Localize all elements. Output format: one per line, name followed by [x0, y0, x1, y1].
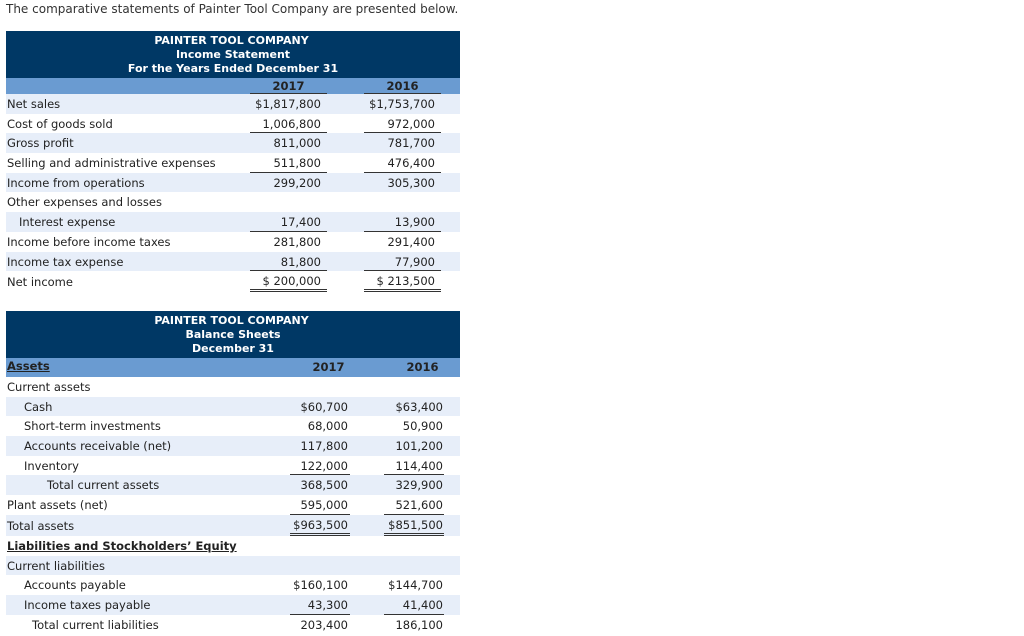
row-label: Cash: [24, 399, 53, 414]
row-label: Total current assets: [47, 478, 160, 493]
value-2016: 114,400: [395, 458, 443, 473]
table-row: [6, 377, 460, 397]
value-2017: 203,400: [300, 617, 348, 632]
table-row: [6, 556, 460, 576]
table-row: [6, 456, 460, 476]
row-label: Total current liabilities: [32, 617, 159, 632]
table-row: [6, 94, 460, 114]
value-2016: $851,500: [388, 517, 443, 532]
row-label: Short-term investments: [24, 419, 161, 434]
row-label: Interest expense: [19, 215, 116, 230]
row-label: Cost of goods sold: [7, 116, 113, 131]
income-statement-header: [6, 31, 460, 78]
value-2017: 595,000: [300, 498, 348, 513]
assets-heading: Assets: [7, 359, 50, 373]
value-2017: 1,006,800: [262, 116, 321, 131]
value-2017: 281,800: [273, 234, 321, 249]
value-2017: 17,400: [280, 215, 321, 230]
year-header-row: [6, 358, 460, 377]
value-2017: 43,300: [307, 597, 348, 612]
table-row: [6, 173, 460, 193]
row-label: Current assets: [7, 380, 91, 394]
row-label: Current liabilities: [7, 558, 105, 573]
value-2016: 476,400: [387, 156, 435, 171]
year-2016-header: 2016: [406, 360, 439, 374]
year-2017-header: 2017: [312, 360, 345, 374]
table-row: [6, 515, 460, 536]
intro-text: The comparative statements of Painter Tool Company are presented below.: [6, 2, 459, 16]
balance-sheet: [6, 311, 460, 634]
value-2017: 511,800: [273, 156, 321, 171]
value-2016: 77,900: [394, 254, 435, 269]
table-row: [6, 153, 460, 173]
year-2017-header: 2017: [250, 79, 327, 94]
table-row: [6, 416, 460, 436]
table-row: [6, 271, 460, 292]
row-label: Plant assets (net): [7, 498, 108, 513]
row-label: Income before income taxes: [7, 234, 171, 249]
row-label: Gross profit: [7, 136, 74, 151]
row-label: Net income: [7, 275, 73, 290]
value-2016: 781,700: [387, 136, 435, 151]
statement-period: December 31: [192, 342, 274, 355]
value-2016: 329,900: [395, 478, 443, 493]
row-label: Inventory: [24, 458, 79, 473]
value-2016: 41,400: [402, 597, 443, 612]
row-label: Accounts receivable (net): [24, 439, 172, 454]
value-2016: 101,200: [395, 439, 443, 454]
value-2017: $160,100: [293, 578, 348, 593]
row-label: Income from operations: [7, 175, 145, 190]
table-row: [6, 114, 460, 134]
table-row: [6, 252, 460, 272]
table-row: [6, 133, 460, 153]
value-2017: $ 200,000: [262, 274, 321, 289]
table-row: [6, 192, 460, 212]
value-2016: 521,600: [395, 498, 443, 513]
table-row: [6, 397, 460, 417]
value-2016: 50,900: [402, 419, 443, 434]
value-2016: $ 213,500: [376, 274, 435, 289]
value-2017: 299,200: [273, 175, 321, 190]
company-name: PAINTER TOOL COMPANY: [154, 314, 309, 327]
statement-period: For the Years Ended December 31: [127, 62, 339, 75]
year-2016-header: 2016: [364, 79, 441, 94]
value-2017: 368,500: [300, 478, 348, 493]
row-label: Income taxes payable: [24, 597, 151, 612]
value-2017: 117,800: [300, 439, 348, 454]
value-2017: 122,000: [300, 458, 348, 473]
balance-sheet-header: [6, 311, 460, 358]
income-statement: [6, 31, 460, 292]
row-label: Other expenses and losses: [7, 195, 162, 210]
value-2017: $1,817,800: [255, 97, 321, 111]
value-2016: $63,400: [395, 399, 443, 414]
row-label: Income tax expense: [7, 254, 124, 269]
table-row: [6, 575, 460, 595]
value-2016: 305,300: [387, 175, 435, 190]
value-2016: $1,753,700: [369, 97, 435, 111]
row-label: Net sales: [7, 97, 61, 111]
table-row: [6, 475, 460, 495]
statement-title: Balance Sheets: [185, 328, 281, 341]
value-2017: 811,000: [273, 136, 321, 151]
liabilities-heading: Liabilities and Stockholders’ Equity: [7, 538, 237, 553]
value-2017: 81,800: [280, 254, 321, 269]
table-row: [6, 232, 460, 252]
year-header-row: [6, 78, 460, 94]
value-2016: 291,400: [387, 234, 435, 249]
row-label: Selling and administrative expenses: [7, 156, 216, 171]
company-name: PAINTER TOOL COMPANY: [154, 34, 309, 47]
row-label: Total assets: [7, 518, 75, 533]
value-2016: $144,700: [388, 578, 443, 593]
value-2016: 972,000: [387, 116, 435, 131]
value-2016: 13,900: [394, 215, 435, 230]
value-2016: 186,100: [395, 617, 443, 632]
table-row: [6, 212, 460, 232]
table-row: [6, 595, 460, 615]
row-label: Accounts payable: [24, 578, 126, 593]
table-row: [6, 495, 460, 515]
statement-title: Income Statement: [175, 48, 291, 61]
table-row: [6, 615, 460, 635]
table-row: [6, 436, 460, 456]
value-2017: $60,700: [300, 399, 348, 414]
value-2017: 68,000: [307, 419, 348, 434]
value-2017: $963,500: [293, 517, 348, 532]
table-row: [6, 536, 460, 556]
